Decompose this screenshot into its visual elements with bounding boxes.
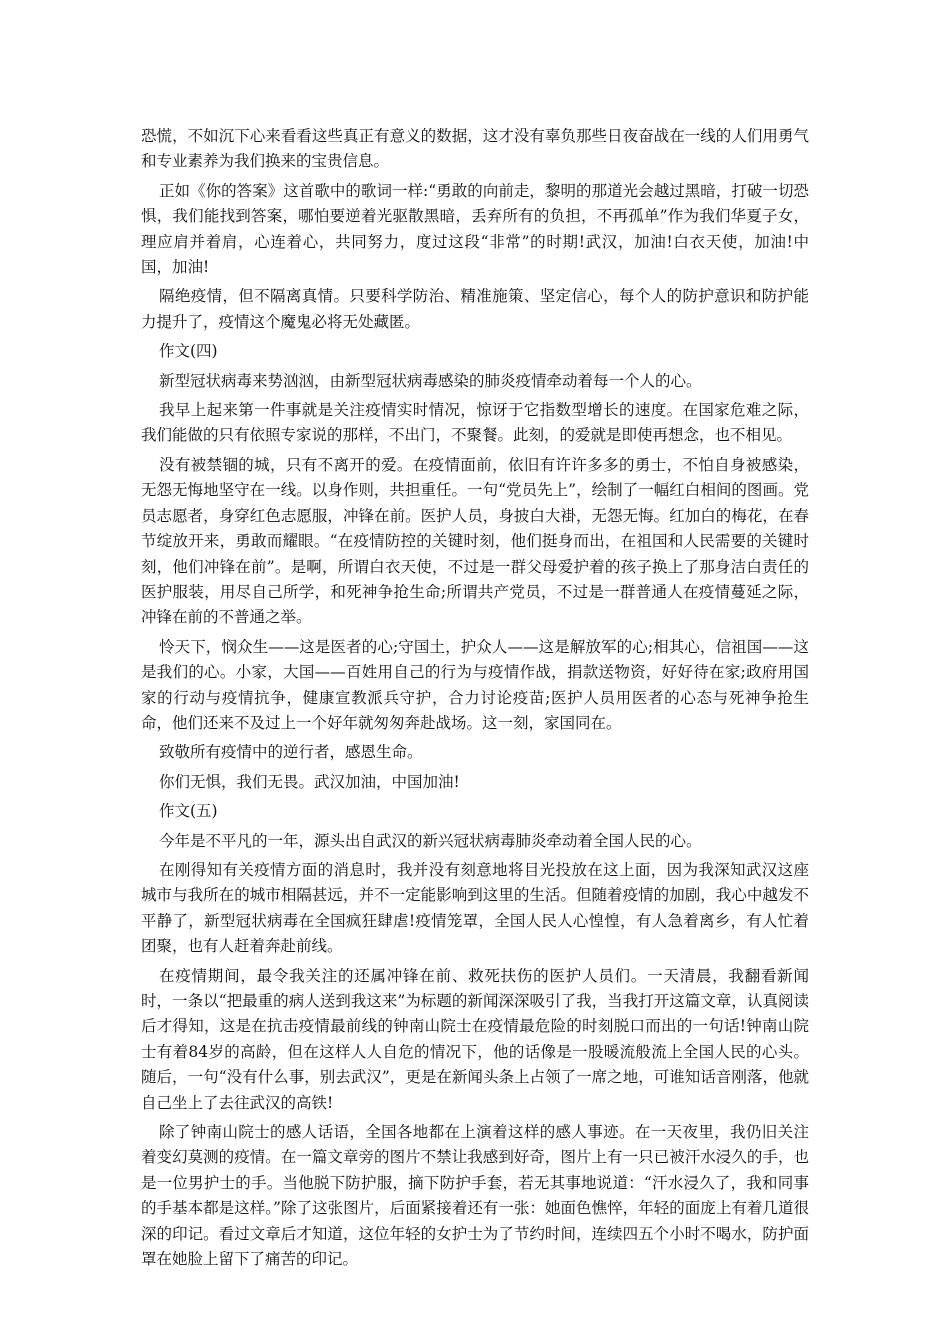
section-heading: 作文(五) (159, 802, 218, 821)
paragraph: 除了钟南山院士的感人话语，全国各地都在上演着这样的感人事迹。在一天夜里，我仍旧关注着变幻莫测的疫情。在一篇文章旁的图片不禁让我感到好奇，图片上有一只已被汗水浸久的手，也是一位男护士的手。当他脱下防护服，摘下防护手套，若无其事地说道：“汗水浸久了，我和同事的手基本都是这样。”除了这张图片，后面紧接着还有一张：她面色憔悴，年轻的面庞上有着几道很深的印记。看过文章后才知道，这位年轻的女护士为了节约时间，连续四五个小时不喝水，防护面罩在她脸上留下了痛苦的印记。 (141, 1123, 809, 1269)
paragraph: 正如《你的答案》这首歌中的歌词一样:“勇敢的向前走，黎明的那道光会越过黑暗，打破一切恐惧，我们能找到答案，哪怕要逆着光驱散黑暗，丢弃所有的负担，不再孤单”作为我们华夏子女，理应肩并着肩，心连着心，共同努力，度过这段“非常”的时期!武汉，加油!白衣天使，加油!中国，加油! (141, 181, 809, 277)
section-heading: 作文(四) (159, 342, 218, 361)
paragraph: 隔绝疫情，但不隔离真情。只要科学防治、精准施策、坚定信心，每个人的防护意识和防护能力提升了，疫情这个魔鬼必将无处藏匿。 (141, 287, 809, 331)
paragraph: 恐慌，不如沉下心来看看这些真正有意义的数据，这才没有辜负那些日夜奋战在一线的人们用勇气和专业素养为我们换来的宝贵信息。 (141, 127, 809, 171)
paragraph: 在刚得知有关疫情方面的消息时，我并没有刻意地将目光投放在这上面，因为我深知武汉这座城市与我所在的城市相隔甚远，并不一定能影响到这里的生活。但随着疫情的加剧，我心中越发不平静了，新型冠状病毒在全国疯狂肆虐!疫情笼罩，全国人民人心惶惶，有人急着离乡，有人忙着团聚，也有人赶着奔赴前线。 (141, 860, 809, 956)
paragraph: 没有被禁锢的城，只有不离开的爱。在疫情面前，依旧有许许多多的勇士，不怕自身被感染，无怨无悔地坚守在一线。以身作则，共担重任。一句“党员先上”，绘制了一幅红白相间的图画。党员志愿者，身穿红色志愿服，冲锋在前。医护人员，身披白大褂，无怨无悔。红加白的梅花，在春节绽放开来，勇敢而耀眼。“在疫情防控的关键时刻，他们挺身而出，在祖国和人民需要的关键时刻，他们冲锋在前”。是啊，所谓白衣天使，不过是一群父母爱护着的孩子换上了那身洁白责任的医护服装，用尽自己所学，和死神争抢生命;所谓共产党员，不过是一群普通人在疫情蔓延之际，冲锋在前的不普通之举。 (141, 455, 809, 627)
paragraph: 你们无惧，我们无畏。武汉加油，中国加油! (159, 772, 460, 791)
paragraph: 新型冠状病毒来势汹汹，由新型冠状病毒感染的肺炎疫情牵动着每一个人的心。 (159, 371, 702, 390)
paragraph: 致敬所有疫情中的逆行者，感恩生命。 (159, 743, 423, 762)
paragraph: 今年是不平凡的一年，源头出自武汉的新兴冠状病毒肺炎牵动着全国人民的心。 (159, 831, 702, 850)
paragraph: 我早上起来第一件事就是关注疫情实时情况，惊讶于它指数型增长的速度。在国家危难之际，我们能做的只有依照专家说的那样，不出门，不聚餐。此刻，的爱就是即使再想念，也不相见。 (141, 401, 809, 445)
paragraph: 在疫情期间，最令我关注的还属冲锋在前、救死扶伤的医护人员们。一天清晨，我翻看新闻时，一条以“把最重的病人送到我这来”为标题的新闻深深吸引了我，当我打开这篇文章，认真阅读后才得知，这是在抗击疫情最前线的钟南山院士在疫情最危险的时刻脱口而出的一句话!钟南山院士有着84岁的高龄，但在这样人人自危的情况下，他的话像是一股暖流般流上全国人民的心头。随后，一句“没有什么事，别去武汉”，更是在新闻头条上占领了一席之地，可谁知话音刚落，他就自己坐上了去往武汉的高铁! (141, 966, 809, 1112)
paragraph: 怜天下，悯众生——这是医者的心;守国土，护众人——这是解放军的心;相其心，信祖国——这是我们的心。小家，大国——百姓用自己的行为与疫情作战，捐款送物资，好好待在家;政府用国家的行动与疫情抗争，健康宣教派兵守护，合力讨论疫苗;医护人员用医者的心态与死神争抢生命，他们还来不及过上一个好年就匆匆奔赴战场。这一刻，家国同在。 (141, 637, 809, 732)
document-body (141, 124, 809, 1276)
